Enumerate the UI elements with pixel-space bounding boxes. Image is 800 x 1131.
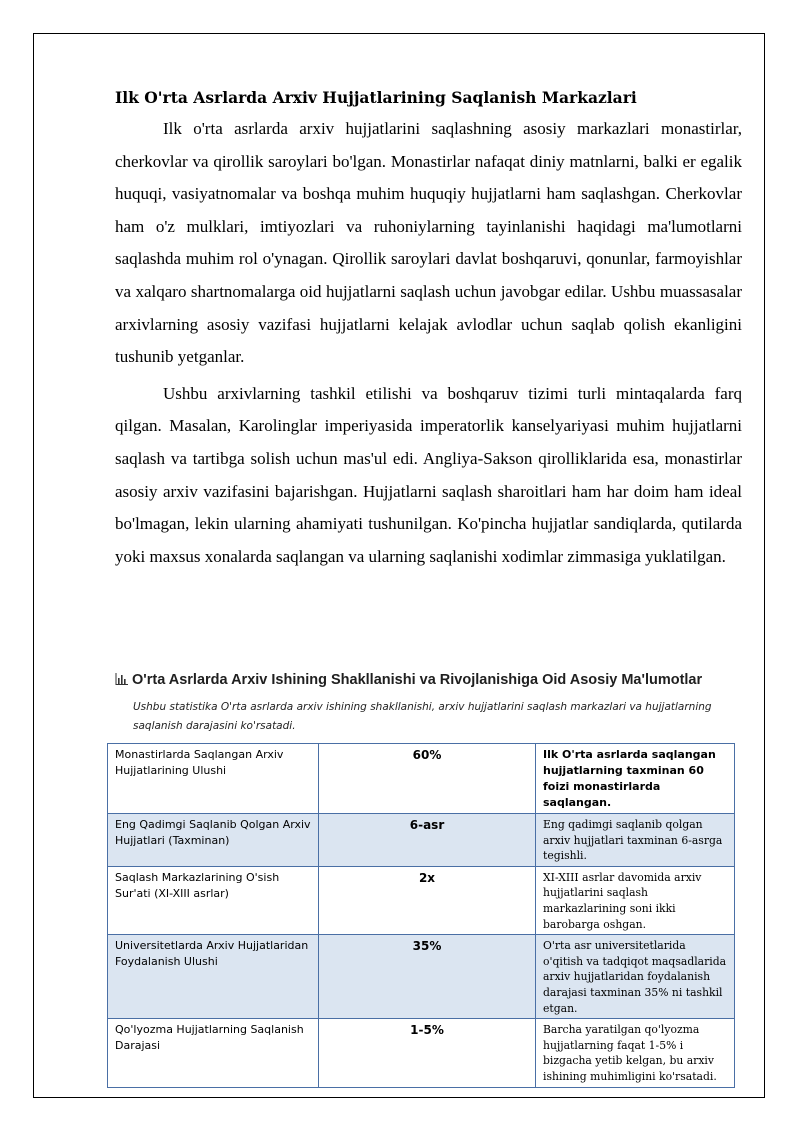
- stat-value: 1-5%: [319, 1019, 536, 1087]
- table-row: [108, 935, 735, 1019]
- page-title: Ilk O'rta Asrlarda Arxiv Hujjatlarining Saqlanish Markazlari: [115, 88, 637, 107]
- stat-label: Universitetlarda Arxiv Hujjatlaridan Foydalanish Ulushi: [108, 935, 319, 1019]
- stat-description: Barcha yaratilgan qo'lyozma hujjatlarning faqat 1-5% i bizgacha yetib kelgan, bu arxiv ishining muhimligini ko'rsatadi.: [536, 1019, 735, 1087]
- stats-section-heading: [115, 669, 755, 691]
- stat-value: 2x: [319, 866, 536, 934]
- stat-description: Ilk O'rta asrlarda saqlangan hujjatlarning taxminan 60 foizi monastirlarda saqlangan.: [536, 744, 735, 814]
- paragraph: Ushbu arxivlarning tashkil etilishi va boshqaruv tizimi turli mintaqalarda farq qilgan. Masalan, Karolinglar imperiyasida imperatorlik kanselyariyasi muhim hujjatlarni saqlash va tartibga solish uchun mas'ul edi. Angliya-Sakson qirolliklarida esa, monastirlar asosiy arxiv vazifasini bajarishgan. Hujjatlarni saqlash sharoitlari ham har doim ham ideal bo'lmagan, lekin ularning ahamiyati tushunilgan. Ko'pincha hujjatlar sandiqlarda, qutilarda yoki maxsus xonalarda saqlangan va ularning saqlanishi xodimlar zimmasiga yuklatilgan.: [115, 383, 742, 566]
- stat-value: 6-asr: [319, 814, 536, 867]
- stat-label: Qo'lyozma Hujjatlarning Saqlanish Darajasi: [108, 1019, 319, 1087]
- stat-value: 35%: [319, 935, 536, 1019]
- stat-value: 60%: [319, 744, 536, 814]
- stats-table: [107, 743, 735, 1088]
- stat-description: O'rta asr universitetlarida o'qitish va tadqiqot maqsadlarida arxiv hujjatlaridan foydalanish darajasi taxminan 35% ni tashkil etgan.: [536, 935, 735, 1019]
- stat-description: Eng qadimgi saqlanib qolgan arxiv hujjatlari taxminan 6-asrga tegishli.: [536, 814, 735, 867]
- stat-label: Saqlash Markazlarining O'sish Sur'ati (XI-XIII asrlar): [108, 866, 319, 934]
- stat-label: Monastirlarda Saqlangan Arxiv Hujjatlarining Ulushi: [108, 744, 319, 814]
- bar-chart-icon: [115, 673, 128, 685]
- table-row: [108, 744, 735, 814]
- stats-caption: Ushbu statistika O'rta asrlarda arxiv ishining shakllanishi, arxiv hujjatlarini saqlash markazlari va hujjatlarning saqlanish darajasini ko'rsatadi.: [133, 701, 712, 732]
- table-row: [108, 1019, 735, 1087]
- table-row: [108, 866, 735, 934]
- paragraph: Ilk o'rta asrlarda arxiv hujjatlarini saqlashning asosiy markazlari monastirlar, cherkovlar va qirollik saroylari bo'lgan. Monastirlar nafaqat diniy matnlarni, balki er egalik huquqi, vasiyatnomalar va boshqa muhim huquqiy hujjatlarni ham saqlashgan. Cherkovlar ham o'z mulklari, imtiyozlari va ruhoniylarning tayinlanishi haqidagi ma'lumotlarni saqlashda muhim rol o'ynagan. Qirollik saroylari davlat boshqaruvi, qonunlar, farmoyishlar va xalqaro shartnomalarga oid hujjatlarni saqlash uchun javobgar edilar. Ushbu muassasalar arxivlarning asosiy vazifasi hujjatlarni kelajak avlodlar uchun saqlab qolish ekanligini tushunib yetganlar.: [115, 119, 742, 367]
- stats-heading-text: O'rta Asrlarda Arxiv Ishining Shakllanishi va Rivojlanishiga Oid Asosiy Ma'lumotlar: [132, 672, 703, 688]
- stat-description: XI-XIII asrlar davomida arxiv hujjatlarini saqlash markazlarining soni ikki barobarga oshgan.: [536, 866, 735, 934]
- stat-label: Eng Qadimgi Saqlanib Qolgan Arxiv Hujjatlari (Taxminan): [108, 814, 319, 867]
- document-body: [115, 86, 742, 573]
- table-row: [108, 814, 735, 867]
